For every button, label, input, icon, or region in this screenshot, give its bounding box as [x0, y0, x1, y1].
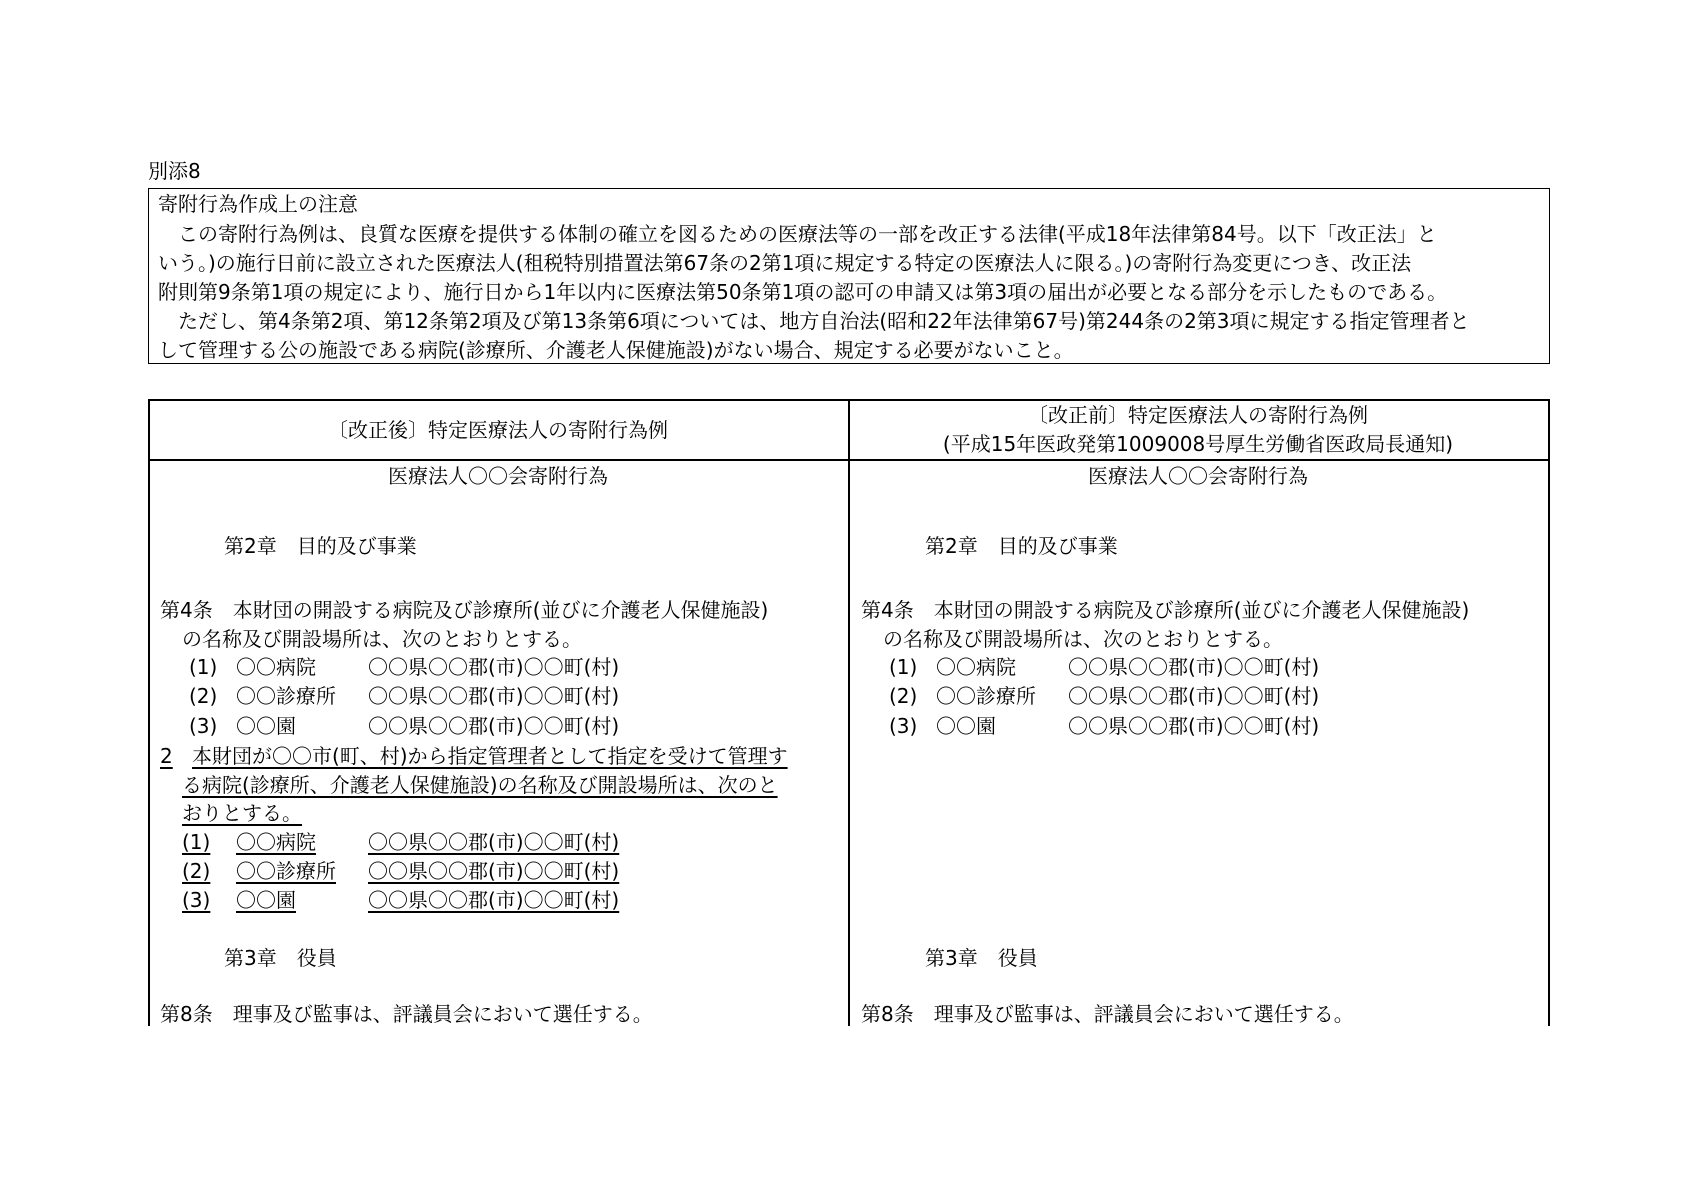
item-name: 〇〇園 [236, 714, 296, 738]
paragraph-2-number: 2 [160, 744, 173, 768]
item-name: 〇〇病院 [236, 655, 316, 679]
item-address: 〇〇県〇〇郡(市)〇〇町(村) [1068, 714, 1320, 738]
table-border-right [1548, 399, 1550, 1026]
article-4-line: 第4条 本財団の開設する病院及び診療所(並びに介護老人保健施設) [861, 598, 1470, 622]
item-name: 〇〇診療所 [236, 859, 336, 883]
chapter-heading: 第2章 目的及び事業 [224, 534, 417, 558]
paragraph-2-line: る病院(診療所、介護老人保健施設)の名称及び開設場所は、次のと [182, 773, 778, 797]
notice-line: いう。)の施行日前に設立された医療法人(租税特別措置法第67条の2第1項に規定する特定の医療法人に限る。)の寄附行為変更につき、改正法 [158, 251, 1412, 275]
item-name: 〇〇病院 [236, 830, 316, 854]
chapter-heading: 第3章 役員 [224, 946, 337, 970]
item-number: (3) [189, 714, 218, 738]
item-address: 〇〇県〇〇郡(市)〇〇町(村) [368, 859, 620, 883]
column-divider [848, 399, 850, 1026]
article-4-line: の名称及び開設場所は、次のとおりとする。 [182, 627, 582, 651]
right-column-header-source: (平成15年医政発第1009008号厚生労働省医政局長通知) [942, 432, 1454, 456]
item-number: (2) [889, 684, 918, 708]
item-number: (2) [182, 859, 211, 883]
item-name: 〇〇診療所 [936, 684, 1036, 708]
item-address: 〇〇県〇〇郡(市)〇〇町(村) [368, 684, 620, 708]
article-8: 第8条 理事及び監事は、評議員会において選任する。 [861, 1002, 1354, 1026]
chapter-heading: 第2章 目的及び事業 [925, 534, 1118, 558]
paragraph-2-line: 本財団が〇〇市(町、村)から指定管理者として指定を受けて管理す [192, 744, 788, 768]
notice-line: 附則第9条第1項の規定により、施行日から1年以内に医療法第50条第1項の認可の申請又は第3項の届出が必要となる部分を示したものである。 [158, 280, 1448, 304]
item-number: (1) [889, 655, 918, 679]
paragraph-2-line: おりとする。 [182, 801, 302, 825]
item-address: 〇〇県〇〇郡(市)〇〇町(村) [368, 888, 620, 912]
item-address: 〇〇県〇〇郡(市)〇〇町(村) [368, 655, 620, 679]
item-name: 〇〇病院 [936, 655, 1016, 679]
item-address: 〇〇県〇〇郡(市)〇〇町(村) [1068, 684, 1320, 708]
doc-title: 医療法人〇〇会寄附行為 [388, 464, 608, 488]
attachment-label: 別添8 [148, 159, 201, 183]
notice-line: して管理する公の施設である病院(診療所、介護老人保健施設)がない場合、規定する必要がないこと。 [158, 338, 1074, 362]
item-name: 〇〇園 [936, 714, 996, 738]
notice-line: ただし、第4条第2項、第12条第2項及び第13条第6項については、地方自治法(昭和22年法律第67号)第244条の2第3項に規定する指定管理者と [158, 309, 1470, 333]
item-name: 〇〇診療所 [236, 684, 336, 708]
item-address: 〇〇県〇〇郡(市)〇〇町(村) [1068, 655, 1320, 679]
item-number: (3) [182, 888, 211, 912]
item-name: 〇〇園 [236, 888, 296, 912]
table-border-left [148, 399, 150, 1026]
article-4-line: の名称及び開設場所は、次のとおりとする。 [883, 627, 1283, 651]
item-number: (2) [189, 684, 218, 708]
doc-title: 医療法人〇〇会寄附行為 [1088, 464, 1308, 488]
article-4-line: 第4条 本財団の開設する病院及び診療所(並びに介護老人保健施設) [160, 598, 769, 622]
notice-title: 寄附行為作成上の注意 [158, 192, 358, 216]
left-column-header: 〔改正後〕特定医療法人の寄附行為例 [328, 418, 668, 442]
item-number: (1) [182, 830, 211, 854]
notice-line: この寄附行為例は、良質な医療を提供する体制の確立を図るための医療法等の一部を改正する法律(平成18年法律第84号。以下「改正法」と [158, 222, 1437, 246]
chapter-heading: 第3章 役員 [925, 946, 1038, 970]
item-address: 〇〇県〇〇郡(市)〇〇町(村) [368, 714, 620, 738]
item-number: (1) [189, 655, 218, 679]
article-8: 第8条 理事及び監事は、評議員会において選任する。 [160, 1002, 653, 1026]
item-address: 〇〇県〇〇郡(市)〇〇町(村) [368, 830, 620, 854]
right-column-header: 〔改正前〕特定医療法人の寄附行為例 [1028, 403, 1368, 427]
item-number: (3) [889, 714, 918, 738]
